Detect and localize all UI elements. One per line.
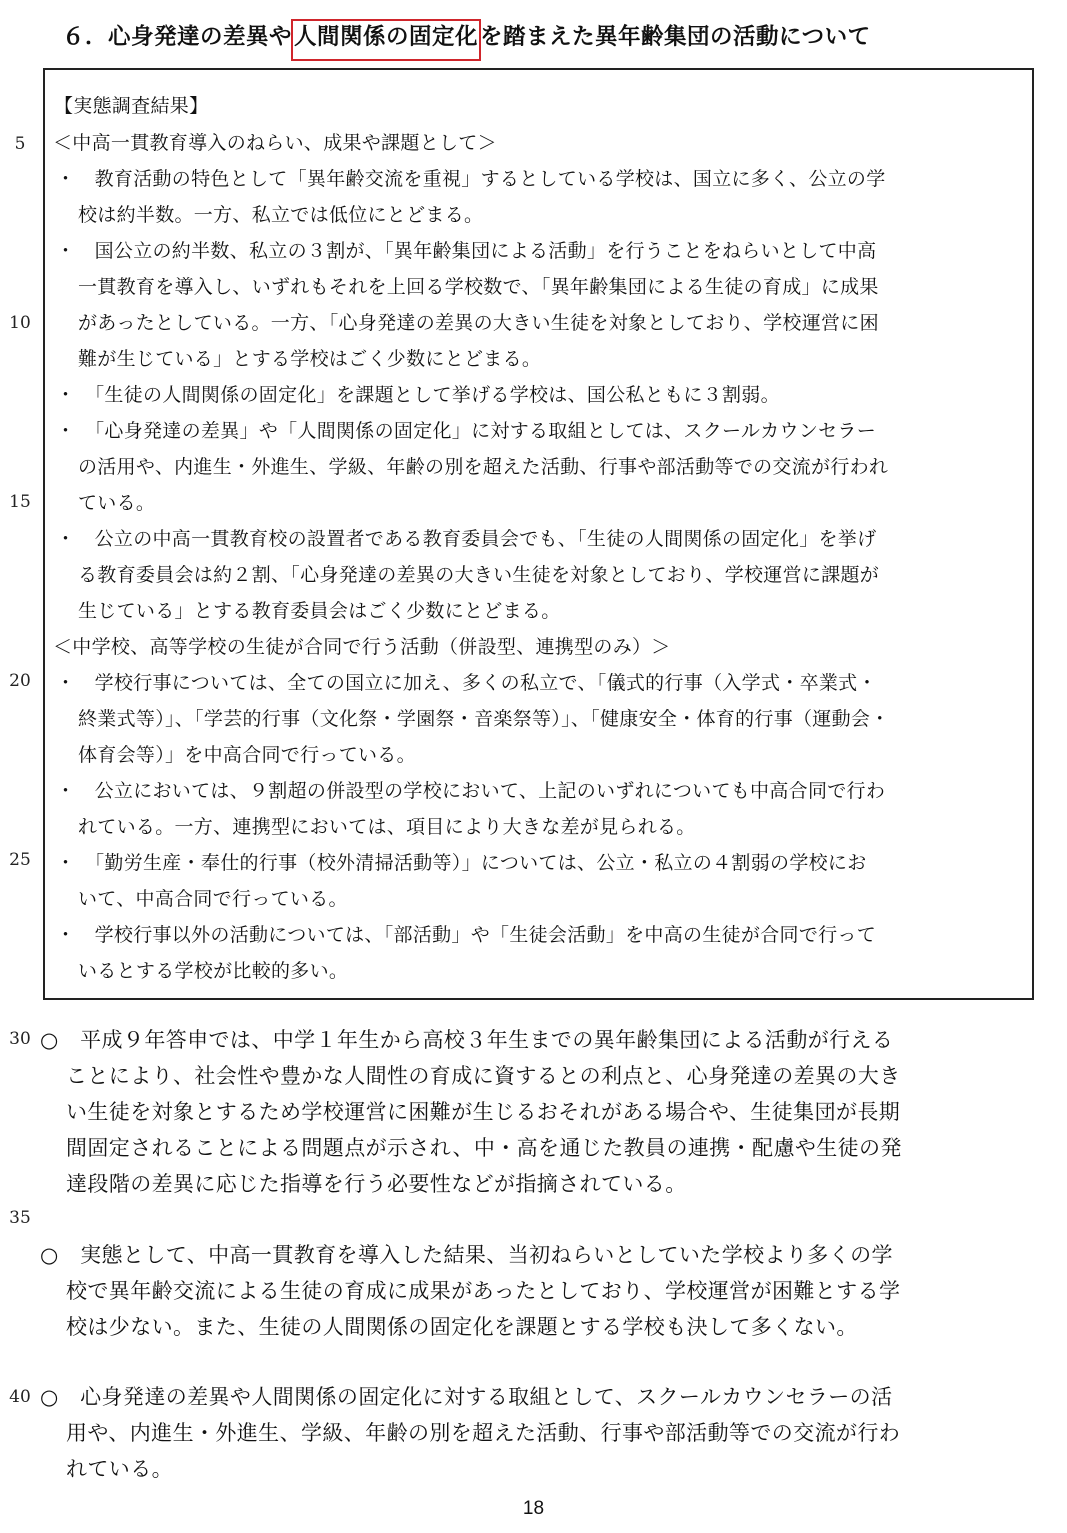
bullet-text: 難が生じている」とする学校はごく少数にとどまる。 — [78, 348, 542, 370]
bullet-text: ・ 学校行事以外の活動については、「部活動」や「生徒会活動」を中高の生徒が合同で行って — [56, 924, 877, 946]
section-heading-joint-activities: ＜中学校、高等学校の生徒が合同で行う活動（併設型、連携型のみ）＞ — [53, 636, 671, 658]
line-number: 15 — [9, 492, 31, 512]
line-number: 35 — [9, 1208, 31, 1228]
bullet-text: ・ 教育活動の特色として「異年齢交流を重視」するとしている学校は、国立に多く、公立の学 — [56, 168, 886, 190]
bullet-text: ・ 学校行事については、全ての国立に加え、多くの私立で、「儀式的行事（入学式・卒業式・ — [56, 672, 877, 694]
bullet-text: 校は約半数。一方、私立では低位にとどまる。 — [78, 204, 484, 226]
highlighted-phrase: 人間関係の固定化 — [291, 19, 481, 61]
paragraph-text: ○ 平成９年答申では、中学１年生から高校３年生までの異年齢集団による活動が行える — [40, 1028, 894, 1052]
bullet-text: ・ 「生徒の人間関係の固定化」を課題として挙げる学校は、国公私ともに３割弱。 — [56, 384, 780, 406]
bullet-text: いるとする学校が比較的多い。 — [78, 960, 349, 982]
paragraph-text: 間固定されることによる問題点が示され、中・高を通じた教員の連携・配慮や生徒の発 — [66, 1136, 902, 1160]
paragraph-text: ○ 心身発達の差異や人間関係の固定化に対する取組として、スクールカウンセラーの活 — [40, 1385, 893, 1409]
page-number: 18 — [522, 1498, 545, 1519]
paragraph-text: い生徒を対象とするため学校運営に困難が生じるおそれがある場合や、生徒集団が長期 — [66, 1100, 901, 1124]
paragraph-text: ○ 実態として、中高一貫教育を導入した結果、当初ねらいとしていた学校より多くの学 — [40, 1243, 893, 1267]
line-number: 25 — [9, 850, 31, 870]
bullet-text: ている。 — [78, 492, 156, 514]
bullet-text: ・ 公立においては、９割超の併設型の学校において、上記のいずれについても中高合同で行わ — [56, 780, 886, 802]
line-number: 10 — [9, 313, 31, 333]
paragraph-text: 用や、内進生・外進生、学級、年齢の別を超えた活動、行事や部活動等での交流が行わ — [66, 1421, 901, 1445]
paragraph-text: 達段階の差異に応じた指導を行う必要性などが指摘されている。 — [66, 1172, 687, 1196]
box-title: 【実態調査結果】 — [54, 95, 209, 117]
bullet-text: ・ 公立の中高一貫教育校の設置者である教育委員会でも、「生徒の人間関係の固定化」を挙げ — [56, 528, 877, 550]
heading-suffix: を踏まえた異年齢集団の活動について — [480, 24, 871, 50]
line-number: 40 — [9, 1387, 31, 1407]
line-number: 20 — [9, 671, 31, 691]
bullet-text: いて、中高合同で行っている。 — [78, 888, 348, 910]
bullet-text: る教育委員会は約２割、「心身発達の差異の大きい生徒を対象としており、学校運営に課題が — [78, 564, 880, 586]
section-heading-aims: ＜中高一貫教育導入のねらい、成果や課題として＞ — [53, 132, 497, 154]
bullet-text: ・ 「心身発達の差異」や「人間関係の固定化」に対する取組としては、スクールカウンセラー — [56, 420, 877, 442]
bullet-text: 生じている」とする教育委員会はごく少数にとどまる。 — [78, 600, 561, 622]
heading-prefix: ６．心身発達の差異や — [62, 24, 293, 50]
paragraph-text: ことにより、社会性や豊かな人間性の育成に資するとの利点と、心身発達の差異の大き — [66, 1064, 901, 1088]
bullet-text: の活用や、内進生・外進生、学級、年齢の別を超えた活動、行事や部活動等での交流が行われ — [78, 456, 889, 478]
line-number: 30 — [9, 1029, 31, 1049]
bullet-text: ・ 国公立の約半数、私立の３割が、「異年齢集団による活動」を行うことをねらいとして中高 — [56, 240, 877, 262]
paragraph-text: 校は少ない。また、生徒の人間関係の固定化を課題とする学校も決して多くない。 — [66, 1315, 858, 1339]
bullet-text: があったとしている。一方、「心身発達の差異の大きい生徒を対象としており、学校運営に困 — [78, 312, 879, 334]
bullet-text: れている。一方、連携型においては、項目により大きな差が見られる。 — [78, 816, 696, 838]
line-number: 5 — [14, 134, 26, 154]
bullet-text: 一貫教育を導入し、いずれもそれを上回る学校数で、「異年齢集団による生徒の育成」に成果 — [78, 276, 879, 298]
bullet-text: 終業式等）」、「学芸的行事（文化祭・学園祭・音楽祭等）」、「健康安全・体育的行事（運動会・ — [78, 708, 890, 730]
section-heading — [62, 20, 1052, 54]
bullet-text: 体育会等）」を中高合同で行っている。 — [78, 744, 416, 766]
paragraph-text: 校で異年齢交流による生徒の育成に成果があったとしており、学校運営が困難とする学 — [66, 1279, 901, 1303]
paragraph-text: れている。 — [66, 1457, 173, 1481]
bullet-text: ・ 「勤労生産・奉仕的行事（校外清掃活動等）」については、公立・私立の４割弱の学校にお — [56, 852, 867, 874]
